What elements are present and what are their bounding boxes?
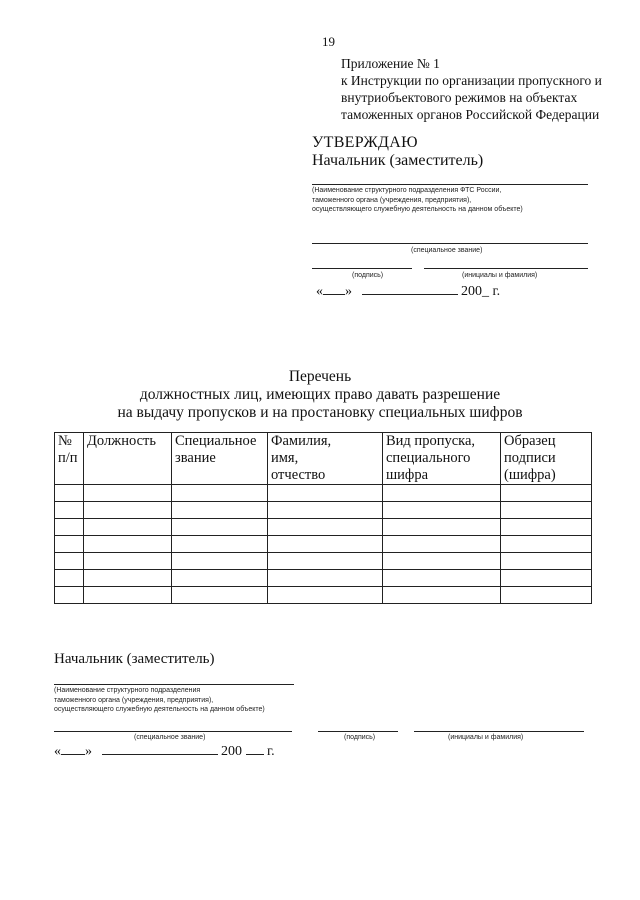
signature-caption: (подпись) [352,272,384,279]
caption-line: таможенного органа (учреждения, предприятия), [54,696,214,704]
quote-open: « [316,284,323,299]
header-text: отчество [271,467,326,483]
signature-line [312,268,412,269]
header-text: № [58,433,72,449]
footer-signature-caption: (подпись) [344,734,376,741]
approval-position: Начальник (заместитель) [312,152,484,169]
header-text: Вид пропуска, [386,433,476,449]
year-blank [246,754,264,755]
header-text: Фамилия, [271,433,332,449]
table-row [55,553,592,570]
footer-rank-line [54,731,292,732]
col-name-header [268,433,383,485]
header-text: Должность [87,433,156,449]
day-blank [61,754,85,755]
name-caption: (инициалы и фамилия) [462,272,538,279]
month-blank [362,294,458,295]
approval-title: УТВЕРЖДАЮ [312,134,418,151]
table-row [55,570,592,587]
caption-line: осуществляющего служебную деятельность на данном объекте) [312,206,523,213]
month-blank [102,754,218,755]
footer-position: Начальник (заместитель) [54,651,215,667]
header-text: п/п [58,450,78,466]
document-title [0,368,640,422]
footer-name-line [414,731,584,732]
header-text: шифра [386,467,429,483]
header-text: Образец [504,433,556,449]
caption-line: таможенного органа (учреждения, предприятия), [312,196,472,204]
approval-date [316,284,500,300]
year-text: 200 [221,744,242,759]
footer-name-caption: (инициалы и фамилия) [448,734,524,741]
year-suffix: г. [267,744,275,759]
appendix-line: таможенных органов Российской Федерации [341,107,600,122]
year-text: 200_ г. [461,284,501,299]
footer-unit-line [54,684,294,685]
officials-table [54,432,592,604]
col-pass-type-header [383,433,501,485]
footer-unit-caption [54,686,265,715]
header-text: имя, [271,450,299,466]
appendix-header [341,55,602,123]
footer-rank-caption: (специальное звание) [134,734,206,741]
quote-open: « [54,744,61,759]
table-row [55,502,592,519]
footer-signature-line [318,731,398,732]
header-text: звание [175,450,216,466]
caption-line: осуществляющего служебную деятельность на данном объекте) [54,706,265,713]
table-row [55,519,592,536]
title-line: Перечень [288,368,352,385]
table-row [55,485,592,502]
rank-line [312,243,588,244]
appendix-line: Приложение № 1 [341,56,440,71]
header-text: подписи [504,450,556,466]
name-line [424,268,588,269]
col-position-header [84,433,172,485]
caption-line: (Наименование структурного подразделения ФТС России, [312,187,502,194]
title-line: на выдачу пропусков и на простановку специальных шифров [117,404,523,421]
appendix-line: внутриобъектового режимов на объектах [341,90,578,105]
table-row [55,536,592,553]
unit-name-line [312,184,588,185]
page-number: 19 [322,34,335,49]
header-text: специального [386,450,471,466]
col-signature-header [501,433,592,485]
table-row [55,587,592,604]
unit-name-caption [312,186,523,215]
title-line: должностных лиц, имеющих право давать разрешение [139,386,501,403]
header-text: Специальное [175,433,257,449]
table-header-row [55,433,592,485]
header-text: (шифра) [504,467,556,483]
rank-caption: (специальное звание) [411,247,483,254]
appendix-line: к Инструкции по организации пропускного и [341,73,602,88]
day-blank [323,294,345,295]
footer-date [54,744,275,760]
col-rank-header [172,433,268,485]
quote-close: » [85,744,92,759]
caption-line: (Наименование структурного подразделения [54,687,201,694]
quote-close: » [345,284,352,299]
col-number-header [55,433,84,485]
